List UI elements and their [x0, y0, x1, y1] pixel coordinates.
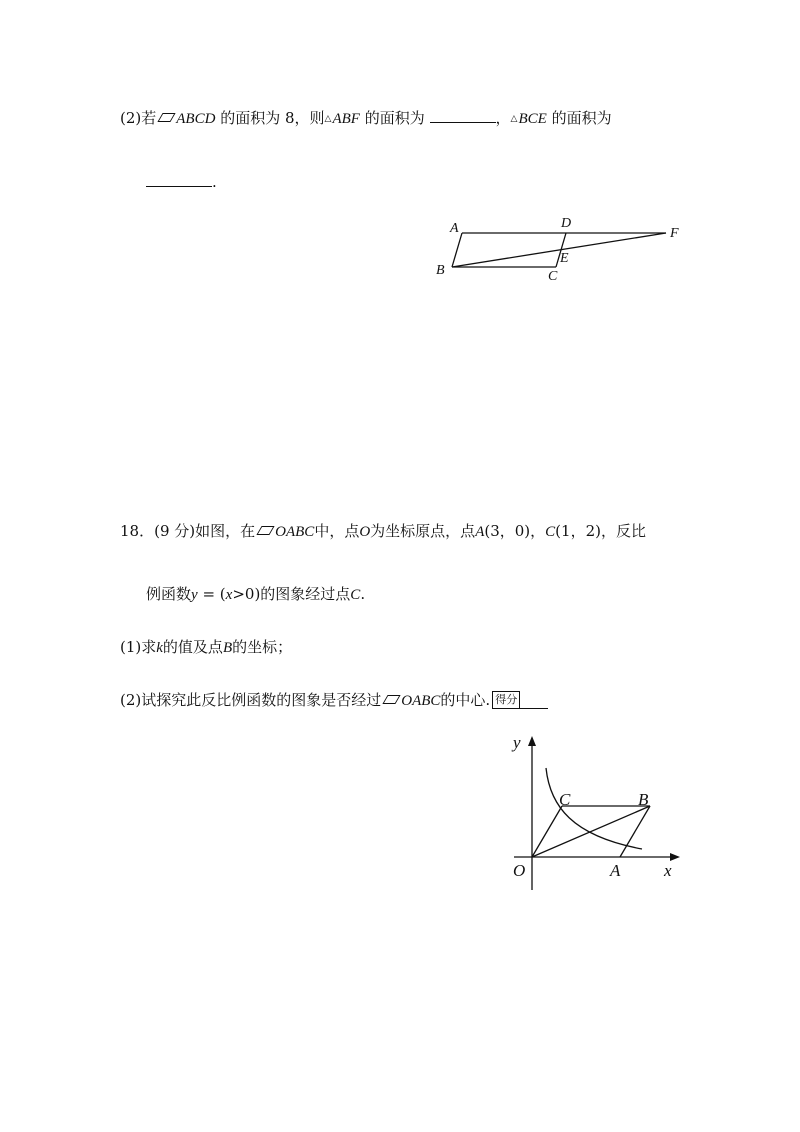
coordinate-figure — [500, 728, 690, 898]
parallelogram-figure — [430, 210, 690, 290]
parallelogram-icon — [383, 695, 401, 704]
label-f: F — [670, 226, 679, 241]
parallelogram-icon — [257, 526, 275, 535]
segment-oc — [532, 806, 562, 857]
q18-sub2: (2)试探究此反比例函数的图象是否经过 OABC的中心. 得分 — [120, 690, 548, 711]
segment-bf — [452, 233, 666, 267]
q18-sub1: (1)求k的值及点B的坐标； — [120, 638, 293, 656]
parallelogram-icon — [158, 113, 176, 122]
q17-part2-line1: (2)若 ABCD 的面积为 8，则△ABF 的面积为 ，△BCE 的面积为 — [120, 109, 612, 127]
label-d: D — [561, 216, 572, 231]
score-box[interactable] — [492, 691, 548, 709]
label-c: C — [548, 269, 558, 284]
score-label: 得分 — [492, 691, 520, 709]
q17-part2-line2: . — [146, 172, 217, 192]
q18-line2: 例函数y = (x>0)的图象经过点C. — [146, 585, 366, 603]
q18-line1: 18．(9 分)如图，在 OABC中，点O为坐标原点，点A(3，0)，C(1，2)，反比 — [120, 522, 646, 540]
label-c: C — [559, 790, 571, 809]
x-axis-arrow-icon — [670, 853, 680, 861]
triangle-icon: △ — [324, 114, 332, 124]
triangle-icon: △ — [510, 114, 518, 124]
label-x: x — [664, 861, 672, 880]
label-e: E — [560, 251, 569, 266]
answer-blank-2[interactable] — [146, 172, 212, 187]
label-o: O — [513, 861, 526, 880]
answer-blank-1[interactable] — [430, 108, 496, 123]
diagonal-ob — [532, 806, 650, 857]
label-a: A — [450, 221, 459, 236]
segment-ba — [620, 806, 650, 857]
label-a: A — [610, 861, 621, 880]
label-b: B — [436, 263, 445, 278]
segment-ab — [452, 233, 462, 267]
label-y: y — [513, 733, 521, 752]
label-b: B — [638, 790, 649, 809]
y-axis-arrow-icon — [528, 736, 536, 746]
